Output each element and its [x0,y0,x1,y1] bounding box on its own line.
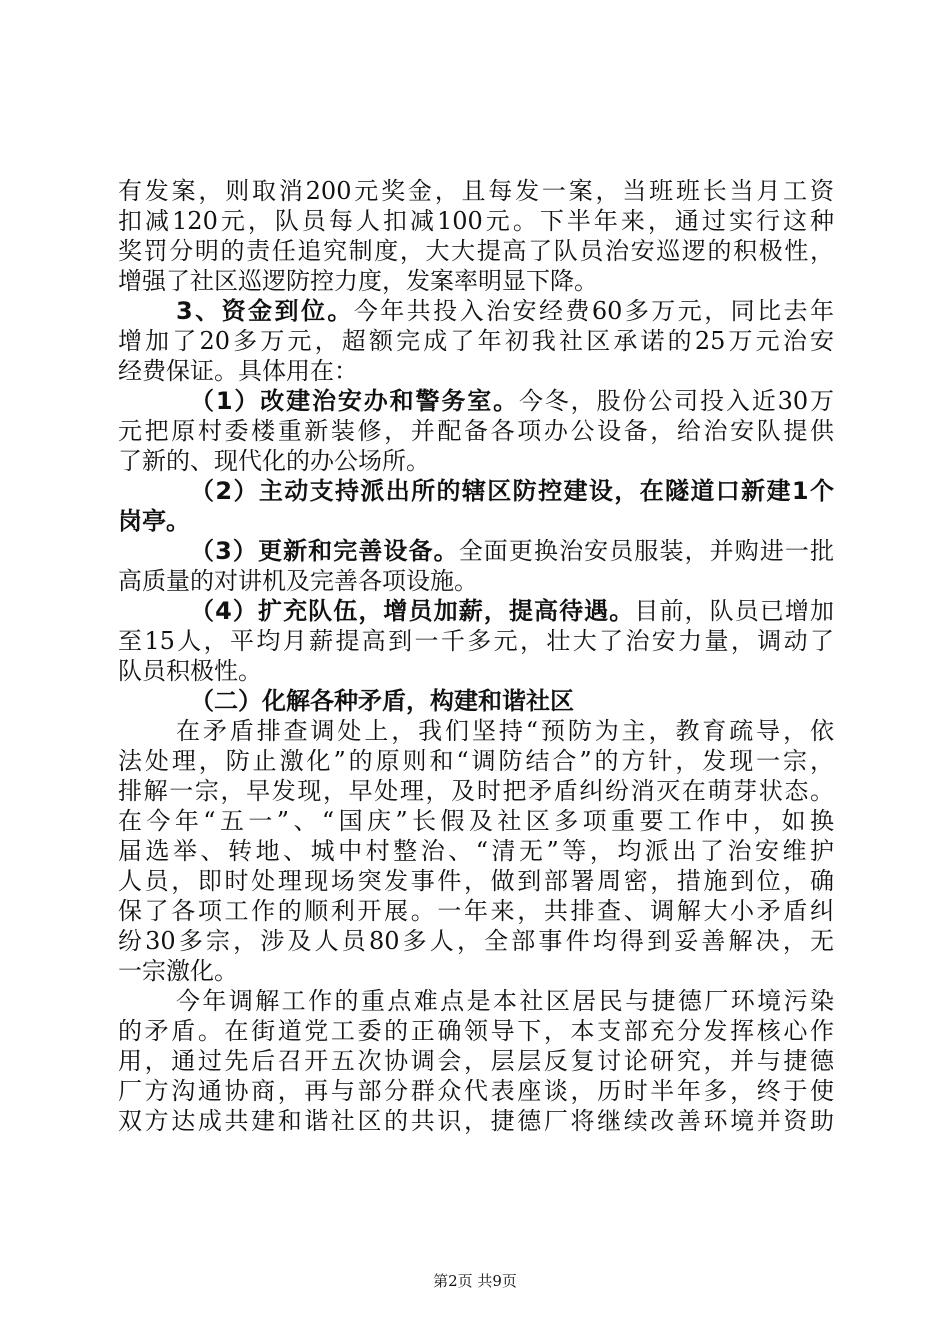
section-heading: （二）化解各种矛盾，构建和谐社区 [190,687,574,715]
text-line: 高质量的对讲机及完善各项设施。 [118,567,478,595]
text-line: 奖罚分明的责任追究制度，大大提高了队员治安巡逻的积极性， [118,237,834,265]
text-line: 至15人，平均月薪提高到一千多元，壮大了治安力量，调动了 [118,627,834,655]
text-line: 有发案，则取消200元奖金，且每发一案，当班班长当月工资 [118,177,834,205]
text-line: 扣减120元，队员每人扣减100元。下半年来，通过实行这种 [118,207,834,235]
text-line [118,536,834,566]
item-heading: 3、资金到位。 [176,297,354,325]
text-line: 用，通过先后召开五次协调会，层层反复讨论研究，并与捷德 [118,1047,834,1075]
text-line: 一宗激化。 [118,957,238,985]
text-line: 岗亭。 [118,507,190,535]
text-line: 厂方沟通协商，再与部分群众代表座谈，历时半年多，终于使 [118,1077,834,1105]
text-line: 在矛盾排查调处上，我们坚持“预防为主，教育疏导，依 [176,717,834,745]
text-line: 排解一宗，早发现，早处理，及时把矛盾纠纷消灭在萌芽状态。 [118,777,834,805]
text-line: 增强了社区巡逻防控力度，发案率明显下降。 [118,267,598,295]
text-line: 纷30多宗，涉及人员80多人，全部事件均得到妥善解决，无 [118,927,834,955]
text-line: 法处理，防止激化”的原则和“调防结合”的方针，发现一宗， [118,747,834,775]
text-line: 的矛盾。在街道党工委的正确领导下，本支部充分发挥核心作 [118,1017,834,1045]
text-line: 人员，即时处理现场突发事件，做到部署周密，措施到位，确 [118,867,834,895]
text-line: 了新的、现代化的办公场所。 [118,447,430,475]
item-heading: （1）改建治安办和警务室。 [190,387,519,415]
document-body [118,176,834,1136]
text-line: 增加了20多万元，超额完成了年初我社区承诺的25万元治安 [118,327,834,355]
text-line: 双方达成共建和谐社区的共识，捷德厂将继续改善环境并资助 [118,1107,834,1135]
item-text: 今冬，股份公司投入近30万 [518,387,835,415]
text-line: 经费保证。具体用在： [118,357,358,385]
item-text: 全面更换治安员服装，并购进一批 [458,537,835,565]
text-line: 在今年“五一”、“国庆”长假及社区多项重要工作中，如换 [118,807,834,835]
text-line [118,296,834,326]
text-line: 元把原村委楼重新装修，并配备各项办公设备，给治安队提供 [118,417,834,445]
text-line: 队员积极性。 [118,657,262,685]
page-number-footer: 第2页 共9页 [433,1272,517,1290]
item-heading: （4）扩充队伍，增员加薪，提高待遇。 [190,597,635,625]
text-line [118,596,834,626]
item-heading: （3）更新和完善设备。 [190,537,459,565]
text-line [118,386,834,416]
text-line: （2）主动支持派出所的辖区防控建设，在隧道口新建1个 [190,477,834,505]
text-line: 届选举、转地、城中村整治、“清无”等，均派出了治安维护 [118,837,834,865]
item-text: 目前，队员已增加 [634,597,835,625]
text-line: 保了各项工作的顺利开展。一年来，共排查、调解大小矛盾纠 [118,897,834,925]
item-text: 今年共投入治安经费60多万元，同比去年 [353,297,834,325]
text-line: 今年调解工作的重点难点是本社区居民与捷德厂环境污染 [176,987,834,1015]
